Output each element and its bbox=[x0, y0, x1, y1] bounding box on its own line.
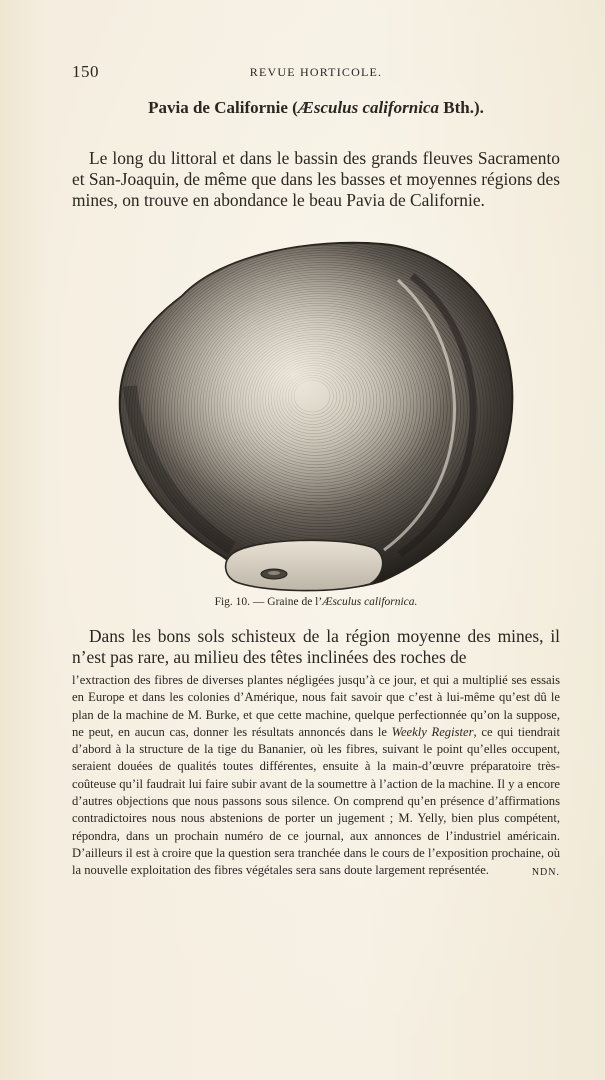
title-latin-name: Æsculus californica bbox=[297, 98, 439, 117]
title-prefix: Pavia de Californie ( bbox=[148, 98, 298, 117]
title-suffix: Bth.). bbox=[439, 98, 484, 117]
caption-latin-name: Æsculus californica. bbox=[322, 596, 418, 608]
figure-caption bbox=[72, 596, 560, 608]
running-title: REVUE HORTICOLE. bbox=[249, 65, 383, 79]
seed-illustration bbox=[112, 236, 520, 592]
article-title bbox=[72, 96, 560, 119]
caption-prefix: Fig. 10. — Graine de l’ bbox=[214, 596, 323, 608]
note-text-end: , ce qui tiendrait d’abord à la structure de la tige du Bananier, où les fibres, suivant le point qu’elles occupent, seraient douées de qualités toutes différentes, ensuite à la main-d’œuvre préparatoire très-coûteuse qu’il faudrait lui faire subir avant de la soumettre à l’action de la machine. Il y a encore d’autres objections que nous passons sous silence. On comprend qu’en présence d’affirmations contradictoires nous nous abstenions de porter un jugement ; M. Yelly, bien plus compétent, répondra, dans un prochain numéro de ce journal, aux annonces de l’industriel américain. D’ailleurs il est à croire que la question sera tranchée dans le cours de l’exposition prochaine, où la nouvelle exploitation des fibres végétales sera sans doute largement représentée. bbox=[72, 724, 560, 878]
note-text-start: l’extraction des fibres de diverses plantes négligées jusqu’à ce jour, et qui a multiplié ses essais en Europe et dans les colonies d’Amérique, nous fait savoir que c’est à lui-même qu’est dû le plan de la machine de M. Burke, et que cette machine, quelque perfectionnée qu’on la suppose, ne peut, en aucun cas, donner les résultats annoncés dans le bbox=[72, 673, 560, 739]
hilum-scar bbox=[226, 540, 383, 590]
note-signature: NDN. bbox=[531, 867, 560, 879]
seed-engraving-image bbox=[112, 236, 520, 592]
intro-paragraph: Le long du littoral et dans le bassin des grands fleuves Sacramento et San-Joaquin, de même que dans les basses et moyennes régions des mines, on trouve en abondance le beau Pavia de Californie. bbox=[72, 148, 560, 210]
page-header bbox=[72, 62, 560, 82]
engraving-lines bbox=[112, 236, 520, 592]
editorial-note bbox=[72, 672, 560, 882]
note-italic-title: Weekly Register bbox=[391, 724, 474, 739]
page-number: 150 bbox=[72, 62, 99, 81]
second-paragraph: Dans les bons sols schisteux de la région moyenne des mines, il n’est pas rare, au milieu des têtes inclinées des roches de bbox=[72, 626, 560, 667]
